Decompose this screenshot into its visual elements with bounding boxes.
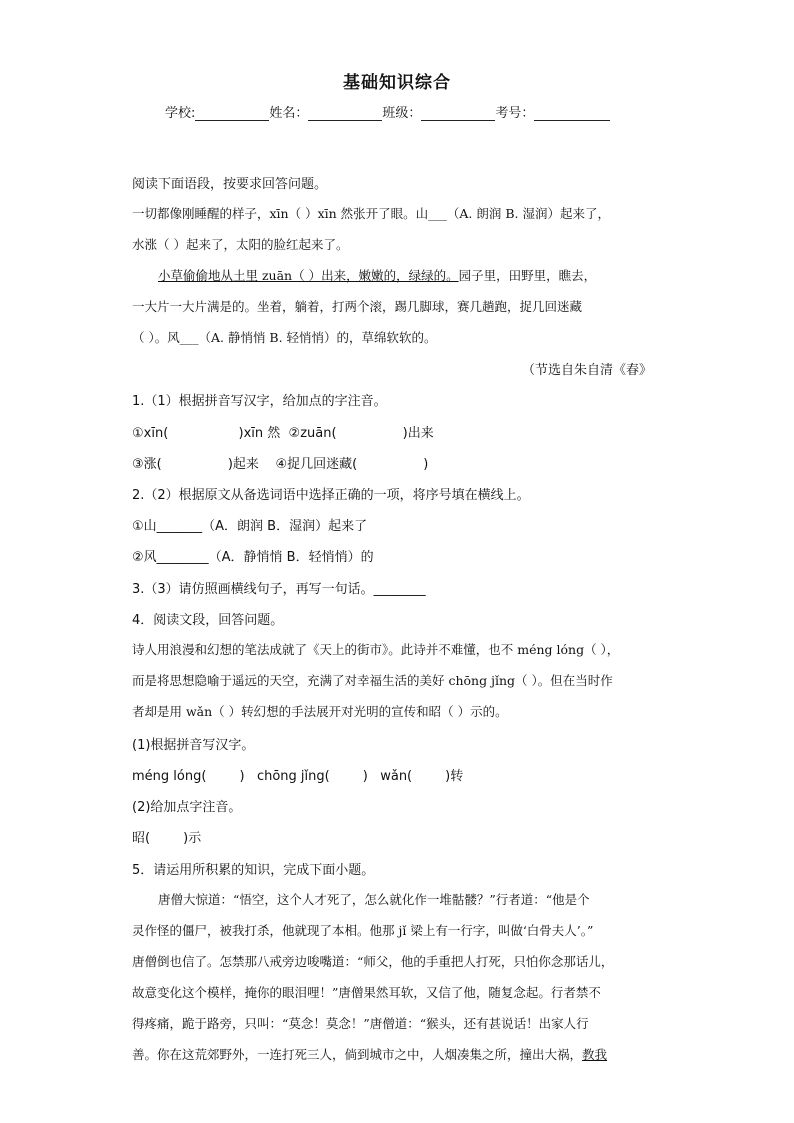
- passage1-line5: （ ）。风___（A. 静悄悄 B. 轻悄悄）的，草绵软软的。: [132, 330, 437, 345]
- underlined-sentence: 小草偷偷地从土里 zuān（ ）出来，嫩嫩的，绿绿的。: [158, 268, 459, 283]
- q4-passage-line1: 诗人用浪漫和幻想的笔法成就了《天上的街市》。此诗并不难懂，也不 méng lóng（ ），: [132, 642, 620, 657]
- q4-sub1-row: méng lóng( ) chōng jǐng( ) wǎn( )转: [132, 769, 464, 784]
- q5-stem: 5．请运用所积累的知识，完成下面小题。: [132, 863, 375, 878]
- name-label: 姓名：: [269, 106, 309, 121]
- q5-passage-line5: 得疼痛，跪于路旁，只叫：“莫念！莫念！”唐僧道：“猴头，还有甚说话！出家人行: [132, 1016, 589, 1031]
- student-info-line: [165, 102, 610, 121]
- q5-passage-line2: 灵作怪的僵尸，被我打杀，他就现了本相。他那 jǐ 梁上有一行字，叫做‘白骨夫人’。”: [132, 923, 594, 938]
- q5-passage-line6: [132, 1045, 607, 1063]
- q5-passage-line4: 故意变化这个模样，掩你的眼泪哩！”唐僧果然耳软，又信了他，随复念起。行者禁不: [132, 985, 601, 1000]
- q2-row1: ①山_______（A．朗润 B．湿润）起来了: [132, 519, 368, 534]
- name-blank[interactable]: [308, 106, 382, 121]
- passage1-line3: [158, 266, 596, 284]
- passage1-line3-rest: 园子里，田野里，瞧去，: [458, 268, 597, 283]
- passage1-line4: 一大片一大片满是的。坐着，躺着，打两个滚，踢几脚球，赛几趟跑，捉几回迷藏: [132, 299, 583, 314]
- q4-sub2-row: 昭( )示: [132, 831, 202, 846]
- q5-underlined-phrase: 教我: [582, 1047, 608, 1062]
- q5-passage-line1: 唐僧大惊道：“悟空，这个人才死了，怎么就化作一堆骷髅？”行者道：“他是个: [158, 892, 590, 907]
- q1-stem: 1.（1）根据拼音写汉字，给加点的字注音。: [132, 394, 387, 409]
- passage1-source: （节选自朱自清《春》: [521, 363, 652, 378]
- q5-passage-line6-main: 善。你在这荒郊野外，一连打死三人，倘到城市之中，人烟凑集之所，撞出大祸，: [132, 1047, 583, 1062]
- class-blank[interactable]: [421, 106, 495, 121]
- intro-text: 阅读下面语段，按要求回答问题。: [132, 177, 328, 192]
- exam-no-label: 考号：: [495, 106, 535, 121]
- passage1-line1: 一切都像刚睡醒的样子，xīn（ ）xīn 然张开了眼。山___（A. 朗润 B. 湿润）起来了，: [132, 206, 610, 221]
- exam-no-blank[interactable]: [534, 106, 610, 121]
- q4-sub1: (1)根据拼音写汉字。: [132, 738, 255, 753]
- q1-row1: ①xīn( )xīn 然 ②zuān( )出来: [132, 426, 434, 441]
- q4-sub2: (2)给加点字注音。: [132, 800, 242, 815]
- page-title: 基础知识综合: [343, 73, 451, 93]
- q3-stem: 3.（3）请仿照画横线句子，再写一句话。________: [132, 582, 426, 597]
- class-label: 班级：: [382, 106, 422, 121]
- q2-stem: 2.（2）根据原文从备选词语中选择正确的一项，将序号填在横线上。: [132, 488, 530, 503]
- q2-row2: ②风________（A．静悄悄 B．轻悄悄）的: [132, 550, 374, 565]
- q1-row2: ③涨( )起来 ④捉几回迷藏( ): [132, 457, 429, 472]
- passage1-line2: 水涨（ ）起来了，太阳的脸红起来了。: [132, 237, 349, 252]
- school-label: 学校:: [165, 106, 196, 121]
- q4-passage-line3: 者却是用 wǎn（ ）转幻想的手法展开对光明的宣传和昭（ ）示的。: [132, 704, 508, 719]
- q4-stem: 4．阅读文段，回答问题。: [132, 613, 284, 628]
- q5-passage-line3: 唐僧倒也信了。怎禁那八戒旁边唆嘴道：“师父，他的手重把人打死，只怕你念那话儿，: [132, 954, 614, 969]
- q4-passage-line2: 而是将思想隐喻于遥远的天空，充满了对幸福生活的美好 chōng jǐng（ ）。但在当时作: [132, 673, 613, 688]
- school-blank[interactable]: [195, 106, 269, 121]
